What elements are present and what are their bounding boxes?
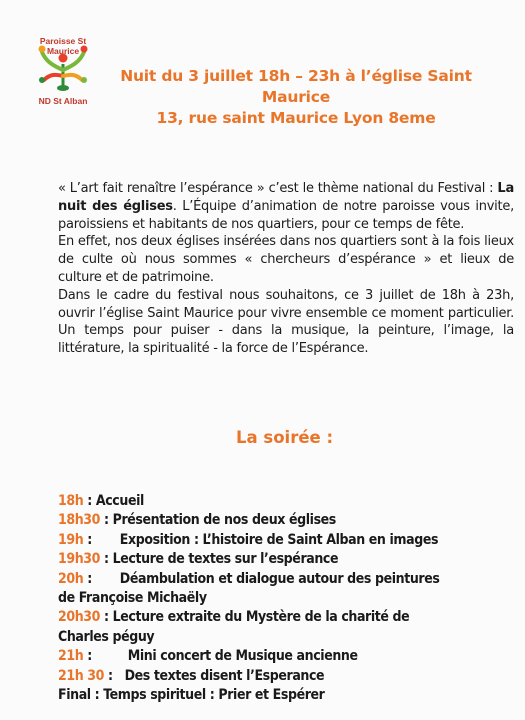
- program-text: Final : Temps spirituel : Prier et Espérer: [58, 687, 325, 704]
- header-line-date: Nuit du 3 juillet 18h – 23h à l’église Saint: [120, 67, 472, 85]
- paragraph-purpose: Dans le cadre du festival nous souhaitons, ce 3 juillet de 18h à 23h, ouvrir l’église Saint Maurice pour vivre ensemble ce moment particulier. Un temps pour puiser - dans la musique, la peinture, l’image, la littérature, la spiritualité - la force de l’Espérance.: [58, 287, 514, 357]
- program-item: [58, 589, 518, 608]
- festival-intro: « L’art fait renaître l’espérance » c’est le thème national du Festival :: [58, 181, 494, 196]
- program-time: 18h: [58, 493, 84, 509]
- intro-text: [58, 180, 514, 358]
- program-text: : Des textes disent l’Esperance: [104, 667, 325, 684]
- program-item: [58, 686, 518, 705]
- program-time: 20h: [58, 570, 84, 587]
- program-text: : Accueil: [83, 493, 144, 509]
- soiree-heading: La soirée :: [236, 428, 334, 447]
- header-line-place: Maurice: [261, 88, 331, 106]
- program-time: 18h30: [58, 512, 101, 529]
- header-line-address: 13, rue saint Maurice Lyon 8eme: [156, 109, 436, 127]
- program-item: [58, 511, 518, 530]
- program-text: : Lecture extraite du Mystère de la charité de: [100, 609, 410, 626]
- program-text: de Françoise Michaëly: [58, 590, 207, 607]
- program-time: 21h: [58, 648, 84, 665]
- program-item: [58, 647, 518, 666]
- program-item: [58, 608, 518, 627]
- program-time: 20h30: [58, 609, 101, 626]
- program-item: [58, 492, 518, 511]
- program-text: : Exposition : L’histoire de Saint Alban en images: [83, 531, 439, 548]
- program-item: [58, 550, 518, 569]
- parish-logo: [26, 36, 100, 108]
- program-item: [58, 531, 518, 550]
- program-text: : Déambulation et dialogue autour des peintures: [83, 570, 440, 587]
- program-time: 19h: [58, 531, 84, 548]
- logo-bottom-text: ND St Alban: [38, 96, 88, 106]
- festival-invitation: . L’Équipe d’animation de notre paroisse vous invite, paroissiens et habitants de nos quartiers, pour ce temps de fête.: [58, 198, 515, 232]
- event-header: [96, 66, 496, 129]
- program-list: [58, 492, 518, 705]
- logo-top-text: Paroisse St Maurice: [39, 36, 87, 56]
- program-time: 21h 30: [58, 667, 105, 684]
- paragraph-churches: En effet, nos deux églises insérées dans nos quartiers sont à la fois lieux de culte où nous sommes « chercheurs d’espérance » et lieux de culture et de patrimoine.: [58, 234, 514, 285]
- program-text: : Lecture de textes sur l’espérance: [100, 551, 339, 568]
- program-item: [58, 667, 518, 686]
- program-time: 19h30: [58, 551, 101, 568]
- program-text: : Mini concert de Musique ancienne: [83, 648, 358, 665]
- program-item: [58, 628, 518, 647]
- festival-name: La nuit des églises: [58, 181, 514, 214]
- program-item: [58, 570, 518, 589]
- program-text: : Présentation de nos deux églises: [100, 512, 336, 529]
- program-text: Charles péguy: [58, 628, 155, 645]
- paragraph-festival: [58, 180, 514, 233]
